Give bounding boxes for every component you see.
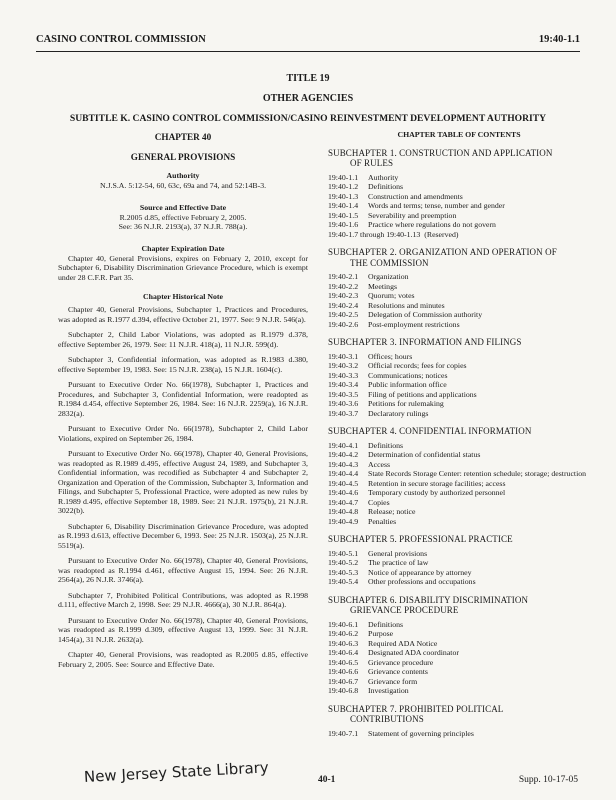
title-name: OTHER AGENCIES: [262, 93, 354, 104]
subchapter-heading[interactable]: [328, 337, 590, 348]
subchapter-title: SUBCHAPTER 7. PROHIBITED POLITICAL: [328, 703, 504, 714]
section-number: 19:40-4.2: [328, 450, 359, 459]
section-title: Release; notice: [368, 507, 416, 516]
toc-entry[interactable]: [328, 272, 590, 282]
chapter-name: GENERAL PROVISIONS: [130, 152, 236, 162]
section-title: Petitions for rulemaking: [368, 399, 444, 408]
toc-entry[interactable]: [328, 568, 590, 578]
section-number: 19:40-7.1: [328, 728, 359, 738]
toc-entry[interactable]: [328, 182, 590, 192]
section-number: 19:40-1.4: [328, 201, 359, 210]
section-title: Offices; hours: [368, 351, 413, 361]
section-title: Practice where regulations do not govern: [368, 220, 496, 229]
section-number: 19:40-6.8: [328, 686, 359, 695]
section-number: 19:40-4.1: [328, 440, 359, 450]
toc-entry[interactable]: [328, 371, 590, 381]
subchapter-title-cont: THE COMMISSION: [350, 257, 429, 268]
section-title: Meetings: [368, 281, 398, 291]
toc-subchapter: [328, 595, 590, 696]
section-title: Temporary custody by authorized personnel: [368, 488, 506, 497]
section-title: Determination of confidential status: [368, 450, 481, 459]
section-number: 19:40-5.1: [328, 548, 359, 558]
history-note: Pursuant to Executive Order No. 66(1978), Chapter 40, General Provisions, was readopted as R.1989 d.495, effective August 24, 1989, and Subchapter 3, Confidential information, was recodified as Subchapter 4 and Subchapter 2, Organization and Operation of the Commission, Subchapter 3, Information and Filings, and Subchapter 5, Professional Practice, were adopted as new rules by R.1989 d.495, effective September 18, 1989. See: 21 N.J.R. 1975(b), 21 N.J.R. 3022(b).: [58, 449, 308, 515]
section-number: 19:40-2.4: [328, 300, 359, 310]
section-title: Words and terms; tense, number and gender: [368, 201, 505, 210]
toc-entry[interactable]: [328, 399, 590, 409]
header-section: 19:40-1.1: [538, 34, 580, 45]
section-title: Other professions and occupations: [368, 577, 476, 586]
toc-entry[interactable]: [328, 498, 590, 508]
section-number: 19:40-6.1: [328, 619, 359, 629]
history-note: Pursuant to Executive Order No. 66(1978), Subchapter 1, Practices and Procedures, and Subchapter 3, Confidential Information, were readopted as R.1984 d.454, effective September 26, 1984. See: 16 N.J.R. 2259(a), 16 N.J.R. 2832(a).: [58, 380, 308, 418]
toc-entry[interactable]: [328, 409, 590, 419]
toc-entry[interactable]: [328, 282, 590, 292]
section-number: 19:40-2.6: [328, 319, 359, 329]
subchapter-title: SUBCHAPTER 1. CONSTRUCTION AND APPLICATION: [328, 147, 553, 158]
toc-entry[interactable]: [328, 230, 590, 240]
section-title: State Records Storage Center: retention schedule; storage; destruction: [368, 469, 587, 478]
toc-entry[interactable]: [328, 220, 590, 230]
section-title: Copies: [368, 497, 390, 507]
subchapter-heading[interactable]: [328, 426, 590, 437]
toc-entry[interactable]: [328, 639, 590, 649]
section-title: Severability and preemption: [368, 210, 457, 220]
authority-text: N.J.S.A. 5:12-54, 60, 63c, 69a and 74, and 52:14B-3.: [99, 181, 267, 190]
source-line-2: See: 36 N.J.R. 2193(a), 37 N.J.R. 788(a).: [118, 222, 248, 231]
section-number: 19:40-4.4: [328, 469, 359, 478]
toc-entry[interactable]: [328, 577, 590, 587]
header-agency: CASINO CONTROL COMMISSION: [36, 34, 206, 45]
section-number: 19:40-3.5: [328, 389, 359, 399]
toc-entry[interactable]: [328, 192, 590, 202]
toc-subchapter: [328, 534, 590, 587]
section-number: 19:40-1.3: [328, 191, 359, 201]
toc-subchapter: [328, 337, 590, 418]
history-heading: Chapter Historical Note: [143, 292, 223, 301]
section-number: 19:40-2.1: [328, 272, 359, 281]
toc-entry[interactable]: [328, 441, 590, 451]
section-title: General provisions: [368, 548, 428, 558]
toc-entry[interactable]: [328, 201, 590, 211]
expiration-text: Chapter 40, General Provisions, expires on February 2, 2010, except for Subchapter 6, Disability Discrimination Grievance Procedure, which is exempt under 28 C.F.R. Part 35.: [58, 253, 308, 282]
toc-entry[interactable]: [328, 211, 590, 221]
toc-entry[interactable]: [328, 648, 590, 658]
section-number: 19:40-6.2: [328, 629, 359, 638]
section-number: 19:40-4.6: [328, 488, 359, 497]
toc-entry[interactable]: [328, 658, 590, 668]
toc-entry[interactable]: [328, 558, 590, 568]
source-heading: Source and Effective Date: [139, 202, 227, 212]
section-number: 19:40-2.2: [328, 281, 359, 291]
subchapter-heading[interactable]: [328, 704, 590, 725]
section-title: Grievance form: [368, 676, 418, 686]
history-note: Chapter 40, General Provisions, Subchapter 1, Practices and Procedures, was adopted as R.1977 d.394, effective October 21, 1977. See: 9 N.J.R. 546(a).: [58, 305, 308, 324]
subchapter-heading[interactable]: [328, 534, 590, 545]
toc-entry[interactable]: [328, 380, 590, 390]
history-note: Subchapter 6, Disability Discrimination Grievance Procedure, was adopted as R.1993 d.613, effective December 6, 1993. See: 25 N.J.R. 1503(a), 25 N.J.R. 5519(a).: [58, 521, 308, 550]
section-number: 19:40-1.6: [328, 220, 359, 229]
section-title: Resolutions and minutes: [368, 300, 445, 310]
subchapter-heading[interactable]: [328, 148, 590, 169]
section-number: 19:40-1.2: [328, 182, 359, 191]
toc-title: CHAPTER TABLE OF CONTENTS: [397, 130, 521, 139]
section-title: Required ADA Notice: [368, 638, 438, 648]
section-title: Quorum; votes: [368, 291, 415, 300]
right-column: [328, 130, 590, 738]
subchapter-title-cont: CONTRIBUTIONS: [350, 714, 424, 724]
section-number: 19:40-3.7: [328, 408, 359, 418]
toc-subchapter: [328, 247, 590, 329]
subchapter-title-cont: OF RULES: [350, 158, 394, 168]
section-title: Post-employment restrictions: [368, 319, 460, 329]
toc-entry[interactable]: [328, 352, 590, 362]
section-number: 19:40-1.5: [328, 210, 359, 220]
section-number: 19:40-4.3: [328, 459, 359, 469]
history-note: Pursuant to Executive Order No. 66(1978), Chapter 40, General Provisions, was readopted as R.1994 d.461, effective August 15, 1994. See: 26 N.J.R. 2564(a), 26 N.J.R. 3746(a).: [58, 556, 308, 584]
page-number: 40-1: [318, 775, 336, 785]
section-number: 19:40-1.1: [328, 172, 359, 182]
section-title: (Reserved): [424, 229, 459, 239]
history-note: Subchapter 2, Child Labor Violations, was adopted as R.1979 d.378, effective September 26, 1979. See: 11 N.J.R. 418(a), 11 N.J.R. 599(d).: [58, 330, 308, 349]
section-title: Penalties: [368, 516, 397, 526]
toc-entry[interactable]: [328, 549, 590, 559]
toc-entry[interactable]: [328, 629, 590, 639]
toc-entry[interactable]: [328, 460, 590, 470]
section-number: 19:40-3.6: [328, 399, 359, 408]
subchapter-heading[interactable]: [328, 247, 590, 268]
toc-entry[interactable]: [328, 620, 590, 630]
history-note: Pursuant to Executive Order No. 66(1978), Chapter 40, General Provisions, was readopted as R.1999 d.309, effective August 13, 1999. See: 31 N.J.R. 1454(a), 31 N.J.R. 2632(a).: [58, 615, 308, 644]
section-title: Definitions: [368, 619, 404, 629]
left-column: [58, 132, 308, 669]
toc-entry[interactable]: [328, 320, 590, 330]
section-title: Purpose: [368, 629, 394, 638]
subchapter-title-cont: GRIEVANCE PROCEDURE: [350, 605, 459, 615]
toc-entry[interactable]: [328, 686, 590, 696]
section-title: Definitions: [368, 440, 404, 450]
section-number: 19:40-5.4: [328, 577, 359, 586]
section-title: Retention in secure storage facilities; access: [368, 478, 506, 488]
section-title: Official records; fees for copies: [368, 361, 467, 370]
section-title: Notice of appearance by attorney: [368, 567, 472, 577]
running-header: [36, 34, 580, 48]
section-number: 19:40-1.7 through 19:40-1.13: [328, 229, 421, 239]
toc-subchapter: [328, 148, 590, 240]
toc-entry[interactable]: [328, 310, 590, 320]
toc-entry[interactable]: [328, 291, 590, 301]
authority-heading: Authority: [166, 171, 200, 180]
section-number: 19:40-6.7: [328, 676, 359, 686]
title-number: TITLE 19: [286, 73, 330, 84]
history-note: Chapter 40, General Provisions, was readopted as R.2005 d.85, effective February 2, 2005. See: Source and Effective Date.: [58, 650, 308, 669]
section-title: Designated ADA coordinator: [368, 648, 459, 657]
section-number: 19:40-4.8: [328, 507, 359, 516]
toc-subchapter: [328, 426, 590, 526]
toc-entry[interactable]: [328, 729, 590, 739]
toc-entry[interactable]: [328, 450, 590, 460]
section-title: Public information office: [368, 380, 447, 389]
subchapter-title: SUBCHAPTER 6. DISABILITY DISCRIMINATION: [328, 594, 529, 605]
subchapter-title: SUBCHAPTER 3. INFORMATION AND FILINGS: [328, 337, 522, 347]
subchapter-title: SUBCHAPTER 5. PROFESSIONAL PRACTICE: [328, 534, 513, 544]
section-number: 19:40-5.2: [328, 558, 359, 567]
toc-entry[interactable]: [328, 361, 590, 371]
subchapter-heading[interactable]: [328, 595, 590, 616]
toc-entry[interactable]: [328, 517, 590, 527]
section-number: 19:40-4.9: [328, 516, 359, 526]
section-title: Construction and amendments: [368, 191, 463, 201]
section-number: 19:40-6.4: [328, 648, 359, 657]
toc-subchapter: [328, 704, 590, 739]
section-title: Communications; notices: [368, 370, 448, 380]
section-title: Statement of governing principles: [368, 728, 474, 738]
section-number: 19:40-6.5: [328, 657, 359, 667]
table-of-contents: [328, 148, 590, 739]
subtitle: SUBTITLE K. CASINO CONTROL COMMISSION/CASINO REINVESTMENT DEVELOPMENT AUTHORITY: [69, 113, 547, 124]
toc-entry[interactable]: [328, 677, 590, 687]
section-title: Authority: [368, 172, 399, 182]
history-note: Pursuant to Executive Order No. 66(1978), Subchapter 2, Child Labor Violations, expired on September 26, 1984.: [58, 424, 308, 443]
section-title: Delegation of Commission authority: [368, 310, 483, 319]
source-line-1: R.2005 d.85, effective February 2, 2005.: [119, 212, 247, 222]
toc-entry[interactable]: [328, 301, 590, 311]
toc-entry[interactable]: [328, 667, 590, 677]
section-number: 19:40-6.6: [328, 667, 359, 676]
section-title: Declaratory rulings: [368, 408, 429, 418]
toc-entry[interactable]: [328, 173, 590, 183]
library-stamp: New Jersey State Library: [83, 758, 270, 786]
section-number: 19:40-4.5: [328, 478, 359, 488]
history-note: Subchapter 3, Confidential information, was adopted as R.1983 d.380, effective September 19, 1983. See: 15 N.J.R. 238(a), 15 N.J.R. 1604(c).: [58, 355, 308, 374]
section-number: 19:40-2.3: [328, 291, 359, 300]
toc-entry[interactable]: [328, 469, 590, 479]
section-number: 19:40-3.4: [328, 380, 359, 389]
section-title: Organization: [368, 272, 409, 281]
subchapter-title: SUBCHAPTER 2. ORGANIZATION AND OPERATION OF: [328, 247, 557, 257]
section-number: 19:40-6.3: [328, 638, 359, 648]
section-title: Grievance procedure: [368, 657, 434, 667]
section-title: Filing of petitions and applications: [368, 389, 477, 399]
section-number: 19:40-5.3: [328, 567, 359, 577]
section-title: Investigation: [368, 686, 409, 695]
section-number: 19:40-3.1: [328, 351, 359, 361]
toc-entry[interactable]: [328, 507, 590, 517]
history-note: Subchapter 7, Prohibited Political Contributions, was adopted as R.1998 d.111, effective March 2, 1998. See: 29 N.J.R. 4666(a), 30 N.J.R. 864(a).: [58, 590, 308, 609]
header-rule: [36, 51, 580, 52]
subchapter-title: SUBCHAPTER 4. CONFIDENTIAL INFORMATION: [328, 426, 532, 436]
section-title: Grievance contents: [368, 667, 428, 676]
section-number: 19:40-3.2: [328, 361, 359, 370]
toc-entry[interactable]: [328, 488, 590, 498]
section-title: The practice of law: [368, 558, 429, 567]
section-number: 19:40-4.7: [328, 497, 359, 507]
section-title: Definitions: [368, 182, 404, 191]
toc-entry[interactable]: [328, 479, 590, 489]
toc-entry[interactable]: [328, 390, 590, 400]
section-number: 19:40-3.3: [328, 370, 359, 380]
supplement-date: Supp. 10-17-05: [518, 775, 578, 785]
section-title: Access: [368, 459, 391, 469]
expiration-heading: Chapter Expiration Date: [141, 243, 225, 253]
section-number: 19:40-2.5: [328, 310, 359, 319]
chapter-number: CHAPTER 40: [154, 132, 212, 142]
history-notes: [58, 305, 308, 669]
